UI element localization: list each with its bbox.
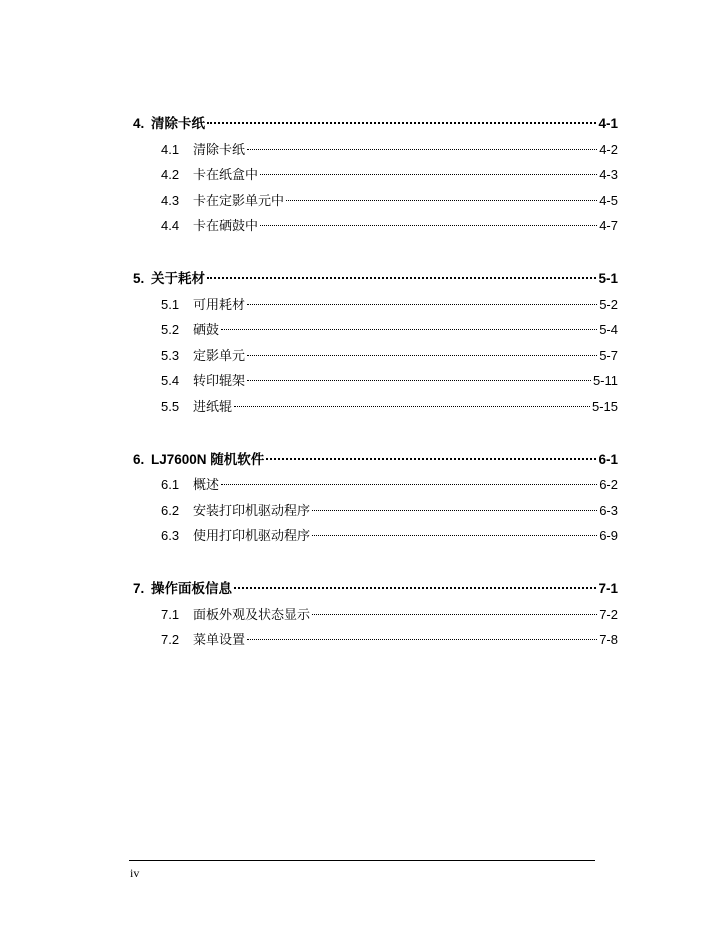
chapter-number: 4. [133, 116, 145, 131]
section-number: 4.1 [161, 141, 180, 157]
section-title: 面板外观及状态显示 [193, 606, 311, 622]
page-ref: 5-15 [591, 398, 618, 414]
toc-subentry[interactable] [133, 213, 618, 239]
page-ref: 6-9 [599, 528, 618, 544]
section-title: 菜单设置 [193, 632, 246, 648]
page-ref: 4-2 [599, 141, 618, 157]
section-number: 4.4 [161, 218, 180, 234]
toc-chapter-entry[interactable] [133, 576, 618, 602]
dot-leader [247, 149, 597, 150]
chapter-title: 操作面板信息 [151, 580, 232, 596]
section-number: 4.3 [161, 192, 180, 208]
section-number: 5.1 [161, 296, 180, 312]
chapter-number: 6. [133, 451, 145, 467]
toc-subentry[interactable] [133, 137, 618, 163]
dot-leader [234, 406, 590, 407]
toc-section-5 [133, 266, 618, 420]
toc-chapter-entry[interactable] [133, 111, 618, 137]
page-ref: 7-1 [598, 580, 618, 596]
dot-leader [312, 535, 597, 536]
page-ref: 6-3 [599, 502, 618, 518]
dot-leader [266, 458, 596, 460]
section-title: 定影单元 [193, 347, 246, 363]
section-title: 卡在定影单元中 [193, 192, 285, 208]
toc-section-4 [133, 111, 618, 239]
dot-leader [247, 355, 597, 356]
section-title: 进纸辊 [193, 398, 233, 414]
section-title: 卡在硒鼓中 [193, 218, 259, 234]
toc-subentry[interactable] [133, 188, 618, 214]
page-ref: 5-4 [599, 322, 618, 338]
toc-subentry[interactable] [133, 602, 618, 628]
section-title: 转印辊架 [193, 373, 246, 389]
dot-leader [260, 225, 597, 226]
dot-leader [247, 380, 591, 381]
section-title: 硒鼓 [193, 322, 220, 338]
section-title: 概述 [193, 477, 220, 493]
section-number: 5.5 [161, 398, 180, 414]
page-ref: 5-11 [592, 373, 618, 389]
dot-leader [247, 639, 597, 640]
chapter-number: 7. [133, 580, 145, 596]
section-number: 4.2 [161, 167, 180, 183]
section-number: 6.2 [161, 502, 180, 518]
section-number: 5.2 [161, 322, 180, 338]
toc-subentry[interactable] [133, 627, 618, 653]
footer-divider [129, 860, 595, 861]
toc-subentry[interactable] [133, 523, 618, 549]
page-ref: 7-8 [599, 632, 618, 648]
page-ref: 7-2 [599, 606, 618, 622]
dot-leader [260, 174, 597, 175]
dot-leader [221, 329, 597, 330]
section-number: 5.3 [161, 347, 180, 363]
chapter-number: 5. [133, 270, 145, 286]
chapter-title: 关于耗材 [151, 270, 205, 286]
section-title: 使用打印机驱动程序 [193, 528, 311, 544]
dot-leader [312, 510, 597, 511]
toc-subentry[interactable] [133, 292, 618, 318]
dot-leader [247, 304, 597, 305]
chapter-title: LJ7600N 随机软件 [151, 451, 265, 467]
section-number: 5.4 [161, 373, 180, 389]
dot-leader [207, 277, 596, 279]
page-ref: 4-5 [599, 192, 618, 208]
toc-section-7 [133, 576, 618, 653]
chapter-title: 清除卡纸 [151, 116, 205, 131]
page-ref: 4-1 [598, 116, 618, 131]
section-title: 安装打印机驱动程序 [193, 502, 311, 518]
toc-chapter-entry[interactable] [133, 447, 618, 473]
table-of-contents [133, 111, 618, 680]
toc-subentry[interactable] [133, 394, 618, 420]
section-title: 卡在纸盒中 [193, 167, 259, 183]
dot-leader [207, 122, 596, 124]
section-number: 6.3 [161, 528, 180, 544]
toc-subentry[interactable] [133, 317, 618, 343]
page-ref: 4-3 [599, 167, 618, 183]
toc-subentry[interactable] [133, 472, 618, 498]
page-ref: 5-7 [599, 347, 618, 363]
section-number: 7.1 [161, 606, 180, 622]
toc-subentry[interactable] [133, 368, 618, 394]
page-ref: 6-1 [598, 451, 618, 467]
dot-leader [286, 200, 597, 201]
toc-subentry[interactable] [133, 498, 618, 524]
dot-leader [234, 587, 596, 589]
toc-chapter-entry[interactable] [133, 266, 618, 292]
page-number: iv [130, 866, 140, 880]
section-number: 7.2 [161, 632, 180, 648]
page-ref: 4-7 [599, 218, 618, 234]
toc-section-6 [133, 447, 618, 549]
toc-subentry[interactable] [133, 162, 618, 188]
section-number: 6.1 [161, 477, 180, 493]
dot-leader [221, 484, 597, 485]
page-ref: 6-2 [599, 477, 618, 493]
section-title: 清除卡纸 [193, 141, 246, 157]
page-ref: 5-1 [598, 270, 618, 286]
section-title: 可用耗材 [193, 296, 246, 312]
toc-subentry[interactable] [133, 343, 618, 369]
dot-leader [312, 614, 597, 615]
page-ref: 5-2 [599, 296, 618, 312]
